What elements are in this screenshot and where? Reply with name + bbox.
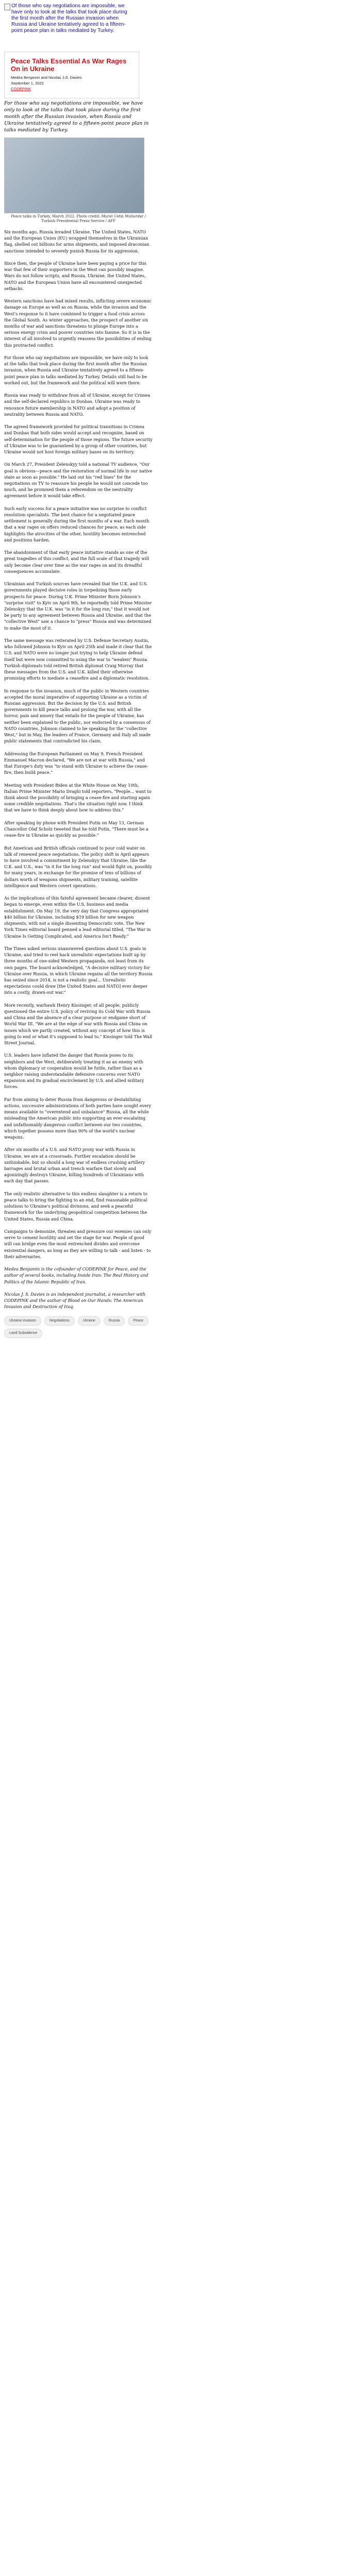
article-paragraph: Meeting with President Biden at the White House on May 10th, Italian Prime Minister Mario Draghi told reporters, "People... want to think about the possibility of bringing a cease-fire and starting again some credible negotiations. That's the situation right now. I think that we have to think deeply about how to address this." bbox=[4, 782, 152, 813]
tag-chip[interactable]: Ukraine invasion bbox=[4, 1316, 41, 1326]
article-paragraph: Addressing the European Parliament on May 9, French President Emmanuel Macron declared, "We are not at war with Russia," and that Europe's duty was "to stand with Ukraine to achieve the cease-fire, then build peace." bbox=[4, 751, 149, 775]
tag-chip[interactable]: Land Subsidence bbox=[4, 1329, 42, 1338]
article-paragraph: The only realistic alternative to this endless slaughter is a return to peace talks to bring the fighting to an end, find reasonable political solutions to Ukraine's political divisions, and seek a peaceful framework for the underlying geopolitical competition between the United States, Russia and China. bbox=[4, 1191, 147, 1222]
article-paragraph: The agreed framework provided for political transitions in Crimea and Donbas that both sides would accept and recognize, based on self-determination for the people of those regions. The future security of Ukraine was to be guaranteed by a group of other countries, but Ukraine would not host foreign military bases on its territory. bbox=[4, 424, 153, 455]
article-paragraph: Six months ago, Russia invaded Ukraine. The United States, NATO and the European Union (EU) wrapped themselves in the Ukrainian flag, shelled out billions for arms shipments, and imposed draconian sanctions intended to severely punish Russia for its aggression. bbox=[4, 229, 150, 253]
article-paragraph: More recently, warhawk Henry Kissinger, of all people, publicly questioned the entire U.S. policy of reviving its Cold War with Russia and China and the absence of a clear purpose or endgame short of World War III. "We are at the edge of war with Russia and China on issues which we partly created, without any concept of how this is going to end or what it's supposed to lead to," Kissinger told The Wall Street Journal. bbox=[4, 1002, 153, 1045]
tag-chip[interactable]: Negotiations bbox=[44, 1316, 75, 1326]
article-paragraph: But American and British officials continued to pour cold water on talk of renewed peace negotiations. The policy shift in April appears to have involved a commitment by Zelenskyy that Ukraine, like the U.K. and U.S., was "in it for the long run" and would fight on, possibly for many years, in exchange for the promise of tens of billions of dollars worth of weapons shipments, military training, satellite intelligence and Western covert operations. bbox=[4, 845, 152, 888]
article-meta bbox=[11, 75, 133, 92]
article-paragraph: Russia was ready to withdraw from all of Ukraine, except for Crimea and the self-declared republics in Donbas. Ukraine was ready to renounce future membership in NATO and adopt a position of neutrality between Russia and NATO. bbox=[4, 393, 151, 417]
article-paragraph: In response to the invasion, much of the public in Western countries accepted the moral imperative of supporting Ukraine as a victim of Russian aggression. But the decision by the U.S. and British governments to kill peace talks and prolong the war, with all the horror, pain and misery that entails for the people of Ukraine, has neither been explained to the public, nor endorsed by a consensus of NATO countries. Johnson claimed to be speaking for the "collective West," but in May, the leaders of France, Germany and Italy all made public statements that contradicted his claim. bbox=[4, 688, 151, 744]
article-paragraph: The abandonment of that early peace initiative stands as one of the great tragedies of this conflict, and the full scale of that tragedy will only become clear over time as the war rages on and its dreadful consequences accumulate. bbox=[4, 550, 149, 574]
article-paragraph: Campaigns to demonize, threaten and pressure our enemies can only serve to cement hostility and set the stage for war. People of good will can bridge even the most entrenched divides and overcome existential dangers, as long as they are willing to talk - and listen - to their adversaries. bbox=[4, 1228, 152, 1259]
article-photo bbox=[4, 138, 144, 213]
article-paragraph: After six months of a U.S. and NATO proxy war with Russia in Ukraine, we are at a crossroads. Further escalation should be unthinkable, but so should a long war of endless crushing artillery barrages and brutal urban and trench warfare that slowly and agonizingly destroys Ukraine, killing hundreds of Ukrainians with each day that passes. bbox=[4, 1147, 145, 1184]
article-paragraph: The same message was reiterated by U.S. Defense Secretary Austin, who followed Johnson to Kyiv on April 25th and made it clear that the U.S. and NATO were no longer just trying to help Ukraine defend itself but were now committed to using the war to "weaken" Russia. Turkish diplomats told retired British diplomat Craig Murray that these messages from the U.S. and U.K. killed their otherwise promising efforts to mediate a ceasefire and a diplomatic resolution. bbox=[4, 638, 152, 681]
article-source-link[interactable]: CODEPINK bbox=[11, 87, 31, 91]
header-image bbox=[4, 3, 128, 47]
article-paragraph: The Times asked serious unanswered questions about U.S. goals in Ukraine, and tried to reel back unrealistic expectations built up by three months of one-sided Western propaganda, not least from its own pages. The board acknowledged, "A decisive military victory for Ukraine over Russia, in which Ukraine regains all the territory Russia has seized since 2014, is not a realistic goal... Unrealistic expectations could draw [the United States and NATO] ever deeper into a costly, drawn-out war." bbox=[4, 945, 153, 995]
article-paragraph: On March 27, President Zelenskyy told a national TV audience, "Our goal is obvious—peace and the restoration of normal life in our native state as soon as possible." He laid out his "red lines" for the negotiations on TV to reassure his people he would not concede too much, and he promised them a referendum on the neutrality agreement before it would take effect. bbox=[4, 462, 153, 499]
article-paragraphs bbox=[4, 229, 153, 1260]
article-lede: For those who say negotiations are impossible, we have only to look at the talks that took place during the first month after the Russian invasion, when Russia and Ukraine tentatively agreed to a fifteen-point peace plan in talks mediated by Turkey. bbox=[4, 100, 149, 133]
broken-image-icon bbox=[4, 4, 10, 10]
article-header-card bbox=[4, 52, 139, 98]
article-paragraph: After speaking by phone with President Putin on May 13, German Chancellor Olaf Scholz tweeted that he told Putin, "There must be a cease-fire in Ukraine as quickly as possible." bbox=[4, 820, 149, 838]
tag-chip[interactable]: Ukraine bbox=[78, 1316, 101, 1326]
photo-caption: Peace talks in Turkey, March 2022. Photo credit: Murat Cetin Muhurdar / Turkish Presidential Press Service / AFP bbox=[11, 214, 146, 223]
tag-chip[interactable]: Peace bbox=[128, 1316, 149, 1326]
article-paragraph: Far from aiming to deter Russia from dangerous or destabilizing actions, successive administrations of both parties have sought every means available to "overextend and unbalance" Russia, all the while misleading the American public into supporting an ever-escalating and unfathomably dangerous conflict between our two countries, which together possess more than 90% of the world's nuclear weapons. bbox=[4, 1096, 152, 1140]
article-body bbox=[4, 100, 153, 1338]
author-bio: Nicolas J. S. Davies is an independent journalist, a researcher with CODEPINK and the author of Blood on Our Hands: The American Invasion and Destruction of Iraq. bbox=[4, 1291, 146, 1310]
article-paragraph: Western sanctions have had mixed results, inflicting severe economic damage on Europe as well as on Russia, while the invasion and the West's response to it have combined to trigger a food crisis across the Global South. As winter approaches, the prospect of another six months of war and sanctions threatens to plunge Europe into a serious energy crisis and poorer countries into famine. So it is in the interest of all involved to urgently reassess the possibilities of ending this protracted conflict. bbox=[4, 298, 152, 348]
header-image-alt-text: Of those who say negotiations are impossible, we have only to look at the talks that took place during the first month after the Russian invasion when Russia and Ukraine tentatively agreed to a fifteen-point peace plan in talks mediated by Turkey. bbox=[11, 3, 127, 33]
article-paragraph: Ukrainian and Turkish sources have revealed that the U.K. and U.S. governments played decisive roles in torpedoing those early prospects for peace. During U.K. Prime Minister Boris Johnson's "surprise visit" to Kyiv on April 9th, he reportedly told Prime Minister Zelenskyy that the U.K. was "in it for the long run," that it would not be party to any agreement between Russia and Ukraine, and that the "collective West" saw a chance to "press" Russia and was determined to make the most of it. bbox=[4, 581, 152, 631]
article-authors: Medea Benjamin and Nicolas J.S. Davies bbox=[11, 75, 82, 80]
article-paragraph: Such early success for a peace initiative was no surprise to conflict resolution specialists. The best chance for a negotiated peace settlement is generally during the first months of a war. Each month that a war rages on offers reduced chances for peace, as each side highlights the atrocities of the other, hostility becomes entrenched and positions harden. bbox=[4, 505, 150, 543]
article-paragraph: U.S. leaders have inflated the danger that Russia poses to its neighbors and the West, deliberately treating it as an enemy with whom diplomacy or cooperation would be futile, rather than as a neighbor raising understandable defensive concerns over NATO expansion and its gradual encirclement by U.S. and allied military forces. bbox=[4, 1053, 144, 1090]
tag-list bbox=[4, 1316, 153, 1338]
article-paragraph: As the implications of this fateful agreement became clearer, dissent began to emerge, even within the U.S. business and media establishment. On May 19, the very day that Congress appropriated $40 billion for Ukraine, including $19 billion for new weapon shipments, with not a single dissenting Democratic vote, The New York Times editorial board penned a lead editorial titled, "The War in Ukraine Is Getting Complicated, and America Isn't Ready." bbox=[4, 895, 151, 939]
article-title: Peace Talks Essential As War Rages On in Ukraine bbox=[11, 57, 127, 73]
article-paragraph: Since then, the people of Ukraine have been paying a price for this war that few of their supporters in the West can possibly imagine. Wars do not follow scripts, and Russia, Ukraine, the United States, NATO and the European Union have all encountered unexpected setbacks. bbox=[4, 261, 146, 291]
article-paragraph: For those who say negotiations are impossible, we have only to look at the talks that took place during the first month after the Russian invasion, when Russia and Ukraine tentatively agreed to a fifteen-point peace plan in talks mediated by Turkey. Details still had to be worked out, but the framework and the political will were there. bbox=[4, 355, 149, 385]
author-bio: Medea Benjamin is the cofounder of CODEPINK for Peace, and the author of several books, including Inside Iran: The Real History and Politics of the Islamic Republic of Iran. bbox=[4, 1266, 149, 1284]
tag-chip[interactable]: Russia bbox=[104, 1316, 125, 1326]
article-date: September 1, 2022 bbox=[11, 81, 44, 86]
